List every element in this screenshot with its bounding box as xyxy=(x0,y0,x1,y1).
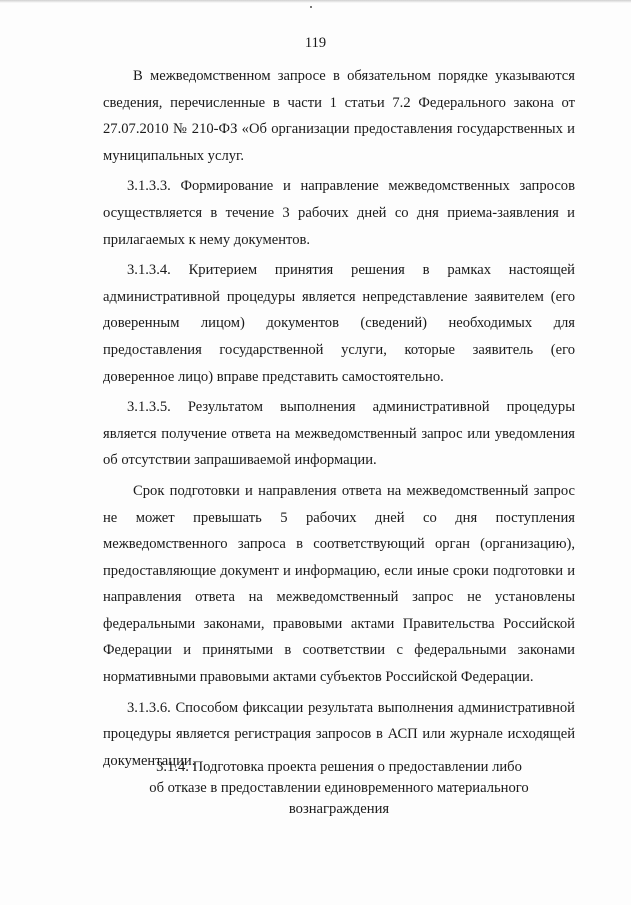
paragraph-response-deadline: Срок подготовки и направления ответа на межведомственный запрос не может превышать 5 рабочих дней со дня поступления межведомственного запроса в соответствующий орган (организацию), предоставляющие документ и информацию, если иные сроки подготовки и направления ответа на межведомственный запрос не установлены федеральными законами, правовыми актами Правительства Российской Федерации и принятыми в соответствии с федеральными законами нормативными правовыми актами субъектов Российской Федерации. xyxy=(103,482,575,686)
paragraph-3-1-3-5: 3.1.3.5. Результатом выполнения административной процедуры является получение ответа на межведомственный запрос или уведомления об отсутствии запрашиваемой информации. xyxy=(103,399,575,469)
section-heading-3-1-4 xyxy=(103,757,575,820)
paragraph-interagency-request-content: В межведомственном запросе в обязательном порядке указываются сведения, перечисленные в части 1 статьи 7.2 Федерального закона от 27.07.2010 № 210-ФЗ «Об организации предоставления государственных и муниципальных услуг. xyxy=(103,68,575,164)
paragraph-3-1-3-3: 3.1.3.3. Формирование и направление межведомственных запросов осуществляется в течение 3 рабочих дней со дня приема-заявления и прилагаемых к нему документов. xyxy=(103,178,575,248)
section-heading-line: вознаграждения xyxy=(288,801,390,817)
section-heading-line: 3.1.4. Подготовка проекта решения о предоставлении либо xyxy=(156,759,522,775)
paragraph-3-1-3-6: 3.1.3.6. Способом фиксации результата выполнения административной процедуры является регистрация запросов в АСП или журнале исходящей документации. xyxy=(103,699,575,769)
page-number: 119 xyxy=(304,35,327,51)
document-body xyxy=(103,63,575,778)
scan-edge xyxy=(0,0,631,3)
paragraph-3-1-3-4: 3.1.3.4. Критерием принятия решения в рамках настоящей административной процедуры является непредставление заявителем (его доверенным лицом) документов (сведений) необходимых для предоставления государственной услуги, которые заявитель (его доверенное лицо) вправе представить самостоятельно. xyxy=(103,262,575,385)
section-heading-line: об отказе в предоставлении единовременного материального xyxy=(149,780,529,796)
scan-speck xyxy=(310,6,312,8)
